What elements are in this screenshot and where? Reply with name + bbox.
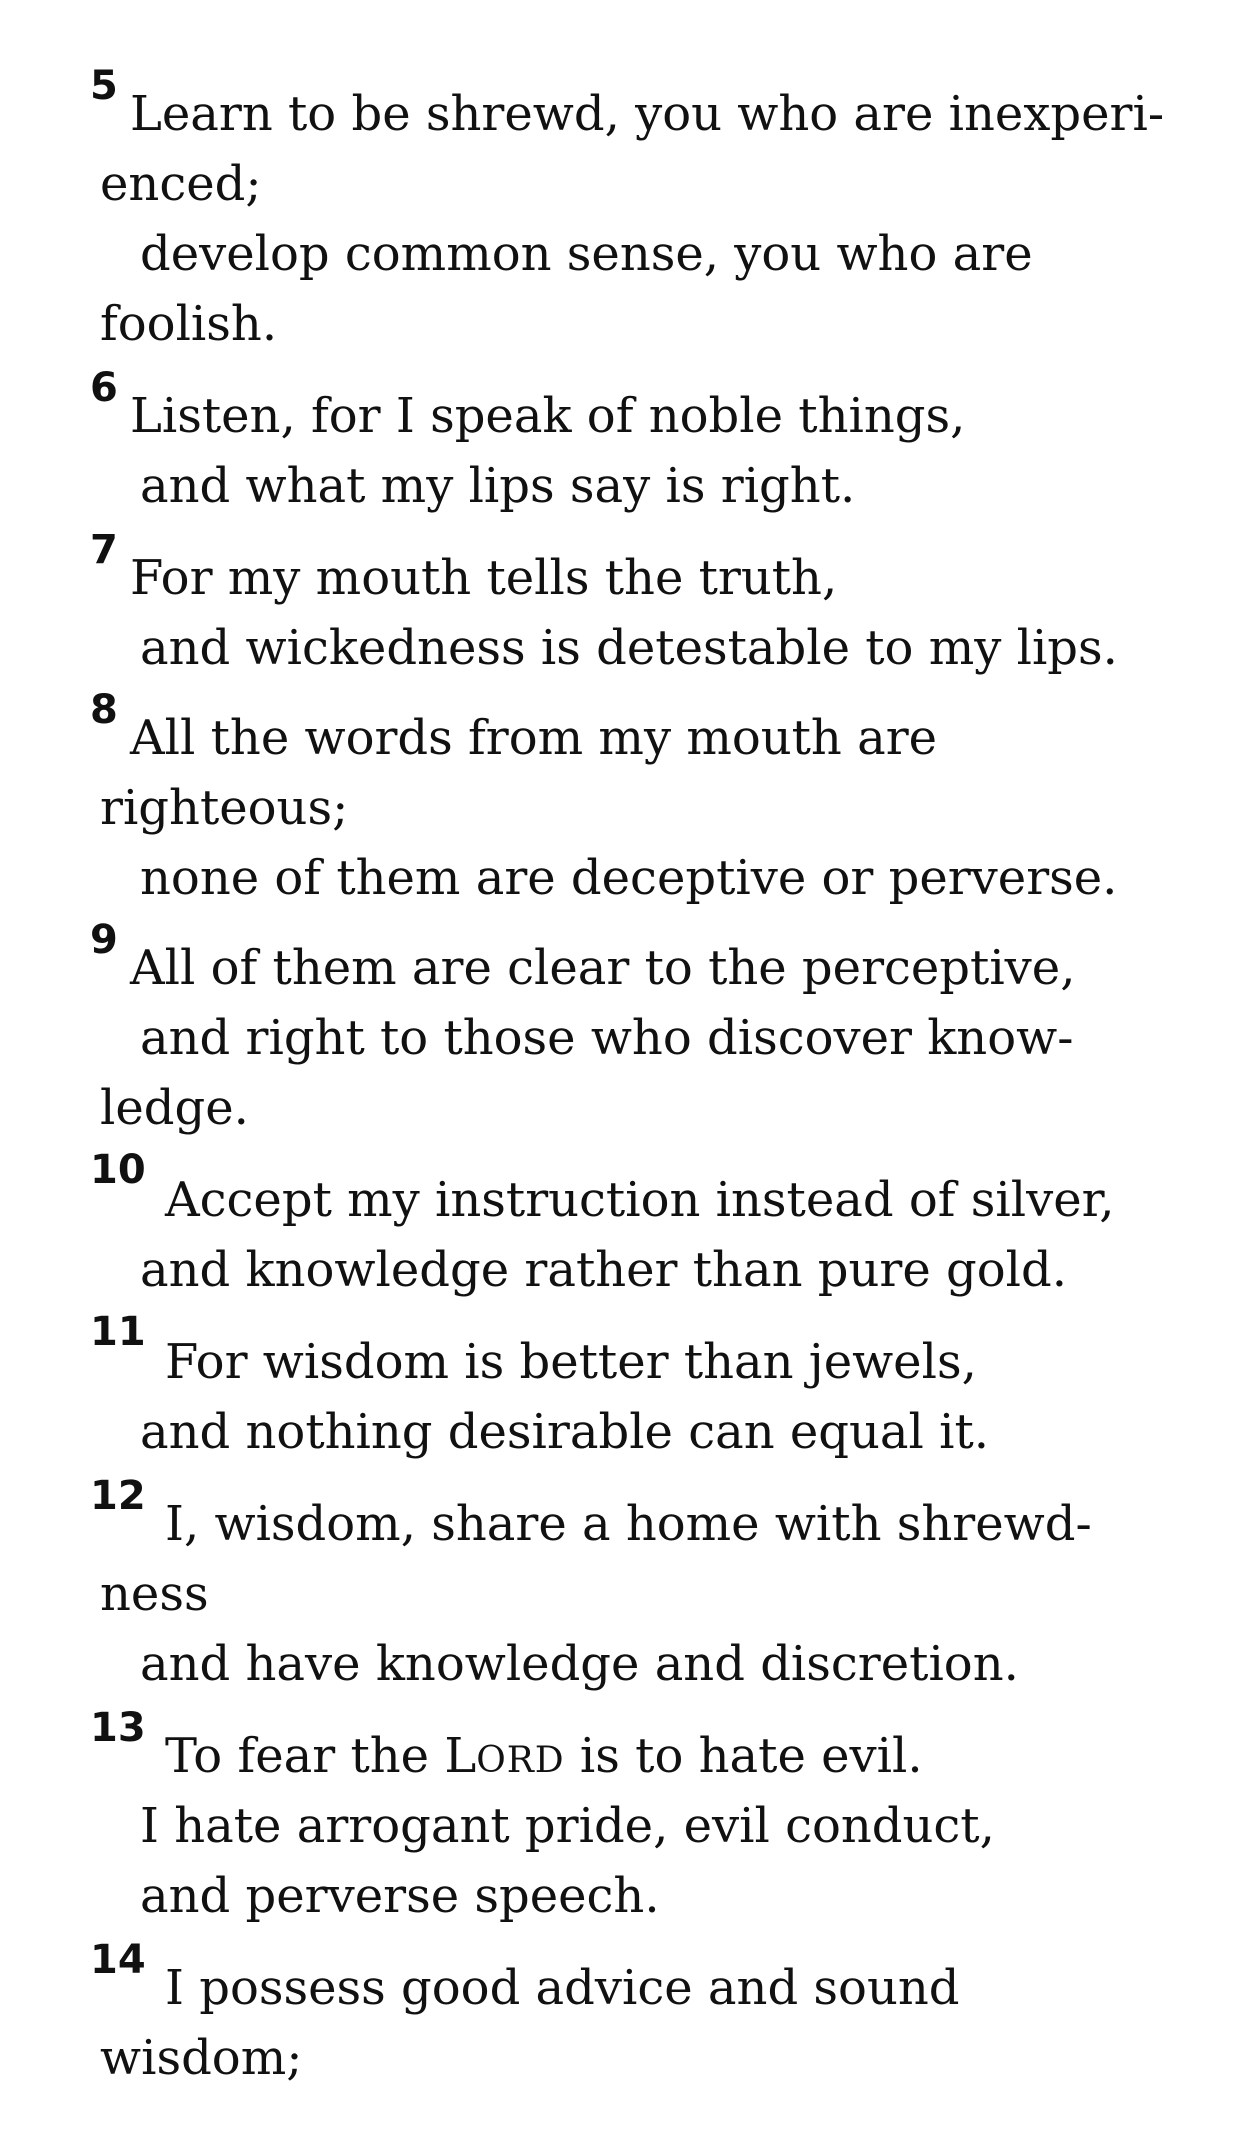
verse-number: 7	[90, 527, 118, 573]
verse-line: I hate arrogant pride, evil conduct,	[140, 1798, 995, 1854]
verse-line: develop common sense, you who are	[140, 226, 1033, 282]
divine-name-initial: L	[444, 1728, 477, 1784]
verse-line: wisdom;	[100, 2030, 303, 2086]
verse-line	[165, 1728, 923, 1784]
verse-number: 9	[90, 917, 118, 963]
verse-line: ness	[100, 1566, 209, 1622]
verse-text: is to hate evil.	[564, 1728, 923, 1784]
verse-number: 10	[90, 1147, 146, 1193]
verse-line: For my mouth tells the truth,	[130, 550, 838, 606]
verse-number: 5	[90, 63, 118, 109]
verse-line: and right to those who discover know-	[140, 1010, 1074, 1066]
verse-number: 12	[90, 1473, 146, 1519]
verse-line: For wisdom is better than jewels,	[165, 1334, 977, 1390]
verse-line: Listen, for I speak of noble things,	[130, 388, 966, 444]
verse-line: and have knowledge and discretion.	[140, 1636, 1019, 1692]
verse-line: foolish.	[100, 296, 278, 352]
verse-line: enced;	[100, 156, 262, 212]
verse-number: 6	[90, 365, 118, 411]
verse-line: I, wisdom, share a home with shrewd-	[165, 1496, 1092, 1552]
divine-name-small-caps: ORD	[476, 1740, 565, 1781]
verse-line: and nothing desirable can equal it.	[140, 1404, 990, 1460]
verse-line: and wickedness is detestable to my lips.	[140, 620, 1118, 676]
verse-number: 8	[90, 687, 118, 733]
verse-number: 11	[90, 1309, 146, 1355]
verse-number: 14	[90, 1937, 146, 1983]
verse-line: I possess good advice and sound	[165, 1960, 960, 2016]
verse-line: All of them are clear to the perceptive,	[130, 940, 1076, 996]
verse-line: none of them are deceptive or perverse.	[140, 850, 1118, 906]
verse-line: and knowledge rather than pure gold.	[140, 1242, 1067, 1298]
verse-number: 13	[90, 1705, 146, 1751]
verse-text: To fear the	[165, 1728, 445, 1784]
verse-line: and what my lips say is right.	[140, 458, 856, 514]
verse-line: righteous;	[100, 780, 349, 836]
verse-line: ledge.	[100, 1080, 249, 1136]
verse-line: and perverse speech.	[140, 1868, 660, 1924]
verse-line: All the words from my mouth are	[130, 710, 938, 766]
verse-line: Learn to be shrewd, you who are inexperi-	[130, 86, 1165, 142]
verse-line: Accept my instruction instead of silver,	[165, 1172, 1115, 1228]
